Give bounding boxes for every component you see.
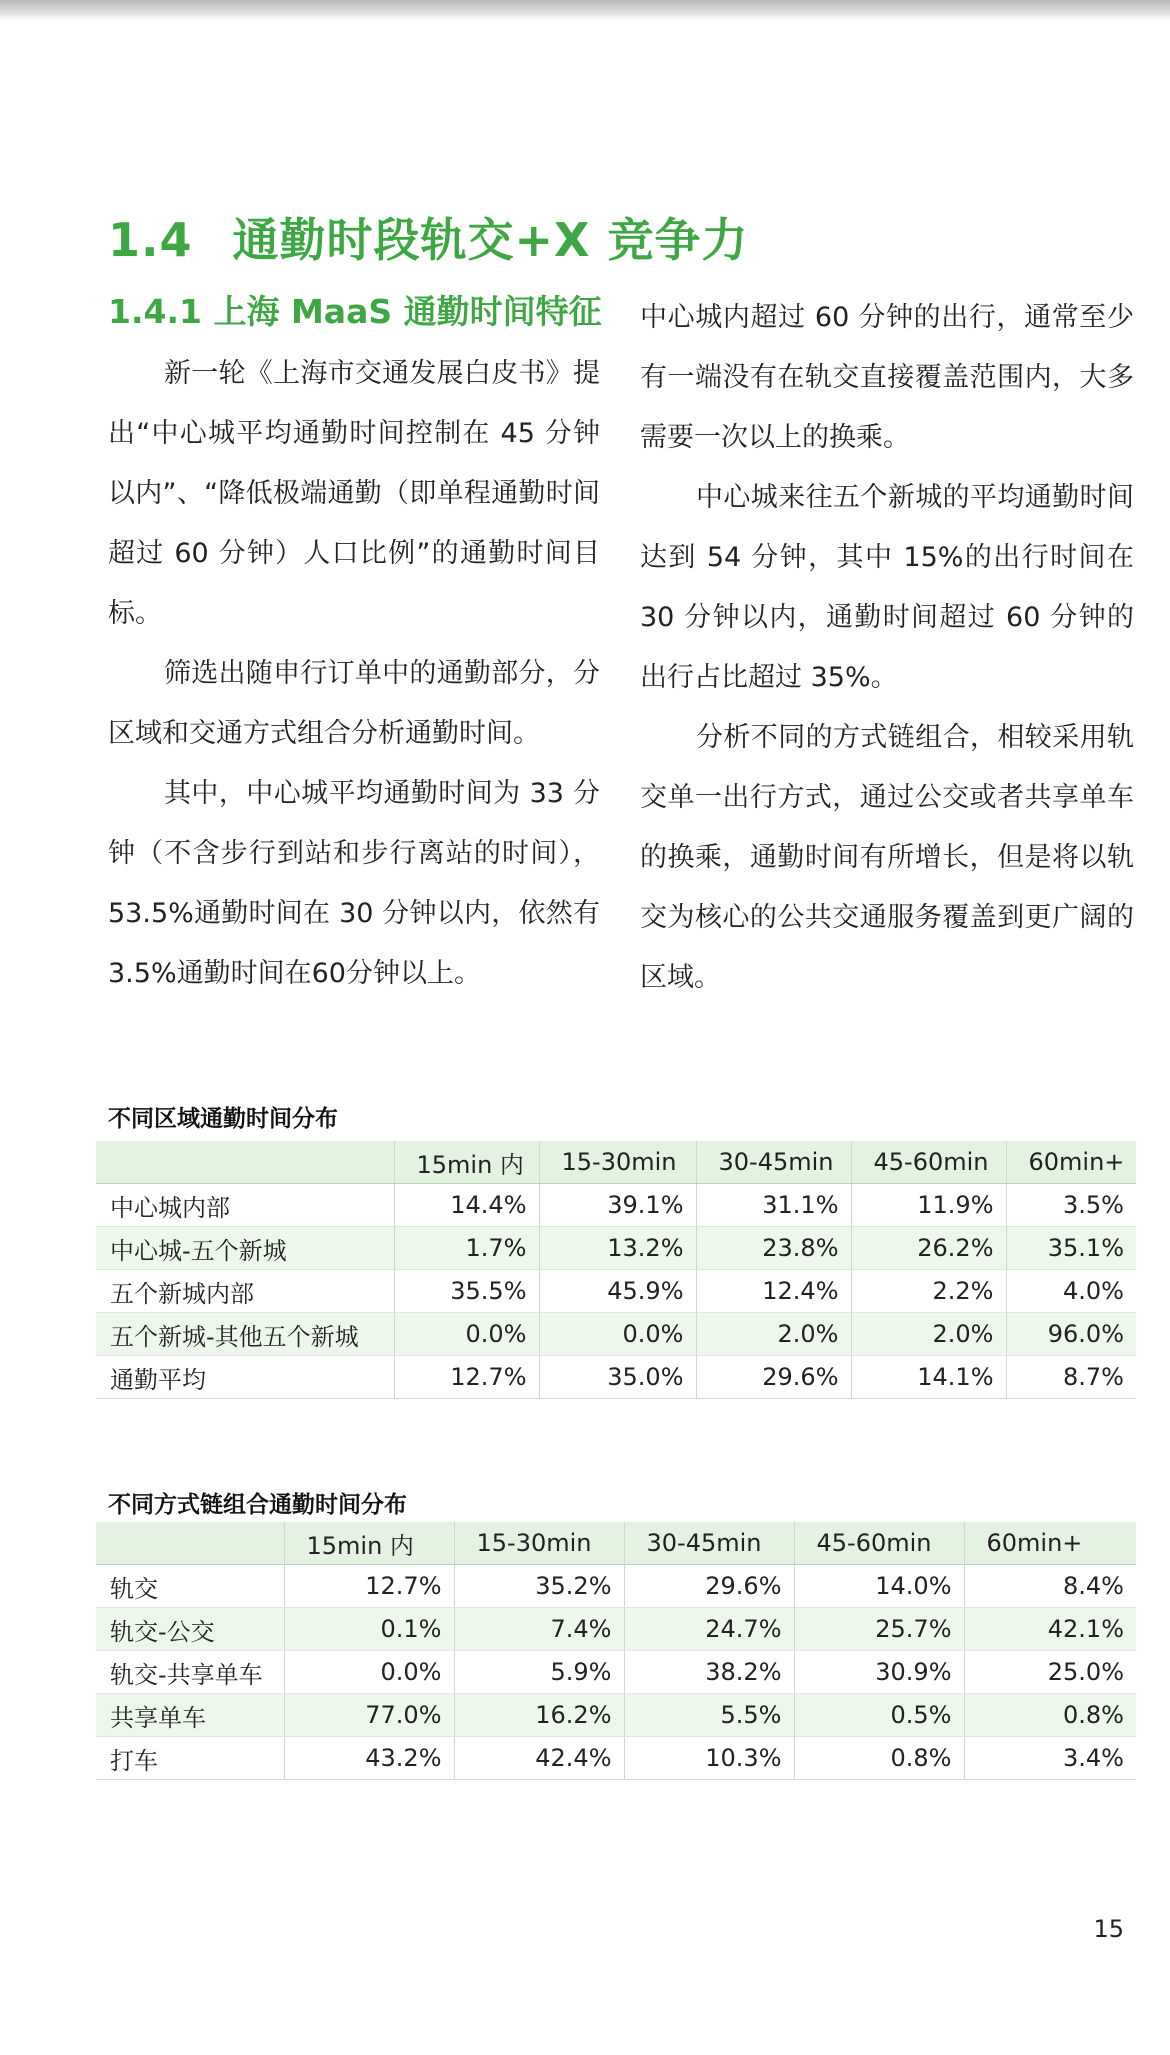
- table-cell: 0.0%: [394, 1313, 539, 1356]
- table-cell: 24.7%: [624, 1608, 794, 1651]
- table-cell: 42.1%: [964, 1608, 1136, 1651]
- table-cell: 12.7%: [284, 1565, 454, 1608]
- table-cell: 7.4%: [454, 1608, 624, 1651]
- table-cell: 12.7%: [394, 1356, 539, 1399]
- section-number: 1.4: [108, 213, 193, 267]
- table-cell: 5.5%: [624, 1694, 794, 1737]
- header-cell: 15-30min: [454, 1522, 624, 1565]
- table-cell: 0.1%: [284, 1608, 454, 1651]
- header-cell: 45-60min: [794, 1522, 964, 1565]
- table-cell: 4.0%: [1006, 1270, 1136, 1313]
- table-row: [96, 1737, 1136, 1780]
- subsection-number: 1.4.1: [108, 292, 202, 331]
- table-row: [96, 1565, 1136, 1608]
- header-cell: 15min 内: [394, 1141, 539, 1184]
- table-cell: 8.7%: [1006, 1356, 1136, 1399]
- top-shadow-bar: [0, 0, 1170, 20]
- table2-title: 不同方式链组合通勤时间分布: [108, 1492, 407, 1518]
- table-cell: 30.9%: [794, 1651, 964, 1694]
- table-cell: 35.0%: [539, 1356, 696, 1399]
- table-cell: 0.5%: [794, 1694, 964, 1737]
- table-cell: 26.2%: [851, 1227, 1006, 1270]
- table-cell: 2.2%: [851, 1270, 1006, 1313]
- row-label: 轨交-公交: [96, 1608, 284, 1651]
- table-cell: 25.7%: [794, 1608, 964, 1651]
- header-cell: 30-45min: [696, 1141, 851, 1184]
- table-cell: 35.2%: [454, 1565, 624, 1608]
- table-cell: 14.4%: [394, 1184, 539, 1227]
- table-row: [96, 1651, 1136, 1694]
- table-cell: 0.0%: [284, 1651, 454, 1694]
- table-header-row: [96, 1141, 1136, 1184]
- row-label: 通勤平均: [96, 1356, 394, 1399]
- table-cell: 11.9%: [851, 1184, 1006, 1227]
- table-cell: 25.0%: [964, 1651, 1136, 1694]
- header-cell: [96, 1522, 284, 1565]
- subsection-title: 上海 MaaS 通勤时间特征: [213, 292, 602, 331]
- row-label: 打车: [96, 1737, 284, 1780]
- table-cell: 3.4%: [964, 1737, 1136, 1780]
- row-label: 五个新城-其他五个新城: [96, 1313, 394, 1356]
- table-cell: 39.1%: [539, 1184, 696, 1227]
- table-cell: 3.5%: [1006, 1184, 1136, 1227]
- table-cell: 35.1%: [1006, 1227, 1136, 1270]
- table-cell: 77.0%: [284, 1694, 454, 1737]
- right-column: [640, 288, 1134, 1008]
- table-cell: 1.7%: [394, 1227, 539, 1270]
- table-cell: 16.2%: [454, 1694, 624, 1737]
- table-cell: 14.1%: [851, 1356, 1006, 1399]
- body-paragraph: 中心城来往五个新城的平均通勤时间达到 54 分钟，其中 15%的出行时间在 30 分钟以内，通勤时间超过 60 分钟的出行占比超过 35%。: [640, 482, 1134, 693]
- row-label: 五个新城内部: [96, 1270, 394, 1313]
- header-cell: 15min 内: [284, 1522, 454, 1565]
- table-cell: 96.0%: [1006, 1313, 1136, 1356]
- table-cell: 5.9%: [454, 1651, 624, 1694]
- body-paragraph: 分析不同的方式链组合，相较采用轨交单一出行方式，通过公交或者共享单车的换乘，通勤时间有所增长，但是将以轨交为核心的公共交通服务覆盖到更广阔的区域。: [640, 722, 1134, 993]
- left-column: [108, 288, 600, 1004]
- subsection-heading: [108, 284, 600, 340]
- header-cell: 30-45min: [624, 1522, 794, 1565]
- table-cell: 2.0%: [851, 1313, 1006, 1356]
- table-row: [96, 1270, 1136, 1313]
- section-heading: [108, 204, 749, 270]
- table-cell: 23.8%: [696, 1227, 851, 1270]
- table-row: [96, 1356, 1136, 1399]
- row-label: 轨交-共享单车: [96, 1651, 284, 1694]
- table-header-row: [96, 1522, 1136, 1565]
- table-cell: 43.2%: [284, 1737, 454, 1780]
- table-cell: 2.0%: [696, 1313, 851, 1356]
- table-cell: 13.2%: [539, 1227, 696, 1270]
- table-cell: 0.0%: [539, 1313, 696, 1356]
- region-commute-table: [96, 1141, 1136, 1399]
- header-cell: [96, 1141, 394, 1184]
- page-number: 15: [1093, 1915, 1124, 1943]
- table-cell: 0.8%: [794, 1737, 964, 1780]
- table-cell: 8.4%: [964, 1565, 1136, 1608]
- row-label: 中心城内部: [96, 1184, 394, 1227]
- table-cell: 42.4%: [454, 1737, 624, 1780]
- table-cell: 0.8%: [964, 1694, 1136, 1737]
- body-paragraph: 其中，中心城平均通勤时间为 33 分钟（不含步行到站和步行离站的时间），53.5%通勤时间在 30 分钟以内，依然有 3.5%通勤时间在60分钟以上。: [108, 778, 600, 989]
- body-paragraph: 新一轮《上海市交通发展白皮书》提出“中心城平均通勤时间控制在 45 分钟以内”、“降低极端通勤（即单程通勤时间超过 60 分钟）人口比例”的通勤时间目标。: [108, 358, 600, 629]
- table-cell: 31.1%: [696, 1184, 851, 1227]
- row-label: 中心城-五个新城: [96, 1227, 394, 1270]
- table-row: [96, 1694, 1136, 1737]
- table-cell: 35.5%: [394, 1270, 539, 1313]
- header-cell: 45-60min: [851, 1141, 1006, 1184]
- section-title: 通勤时段轨交+X 竞争力: [232, 213, 749, 267]
- header-cell: 60min+: [964, 1522, 1136, 1565]
- header-cell: 60min+: [1006, 1141, 1136, 1184]
- body-paragraph: 筛选出随申行订单中的通勤部分，分区域和交通方式组合分析通勤时间。: [108, 658, 600, 749]
- table-cell: 29.6%: [624, 1565, 794, 1608]
- table-row: [96, 1608, 1136, 1651]
- table-row: [96, 1313, 1136, 1356]
- table1-title: 不同区域通勤时间分布: [108, 1106, 338, 1132]
- body-paragraph: 中心城内超过 60 分钟的出行，通常至少有一端没有在轨交直接覆盖范围内，大多需要一次以上的换乘。: [640, 302, 1134, 453]
- table-cell: 14.0%: [794, 1565, 964, 1608]
- row-label: 共享单车: [96, 1694, 284, 1737]
- table-cell: 12.4%: [696, 1270, 851, 1313]
- mode-chain-commute-table: [96, 1522, 1136, 1780]
- table-cell: 45.9%: [539, 1270, 696, 1313]
- table-cell: 38.2%: [624, 1651, 794, 1694]
- table-row: [96, 1184, 1136, 1227]
- table-row: [96, 1227, 1136, 1270]
- row-label: 轨交: [96, 1565, 284, 1608]
- header-cell: 15-30min: [539, 1141, 696, 1184]
- table-cell: 10.3%: [624, 1737, 794, 1780]
- table-cell: 29.6%: [696, 1356, 851, 1399]
